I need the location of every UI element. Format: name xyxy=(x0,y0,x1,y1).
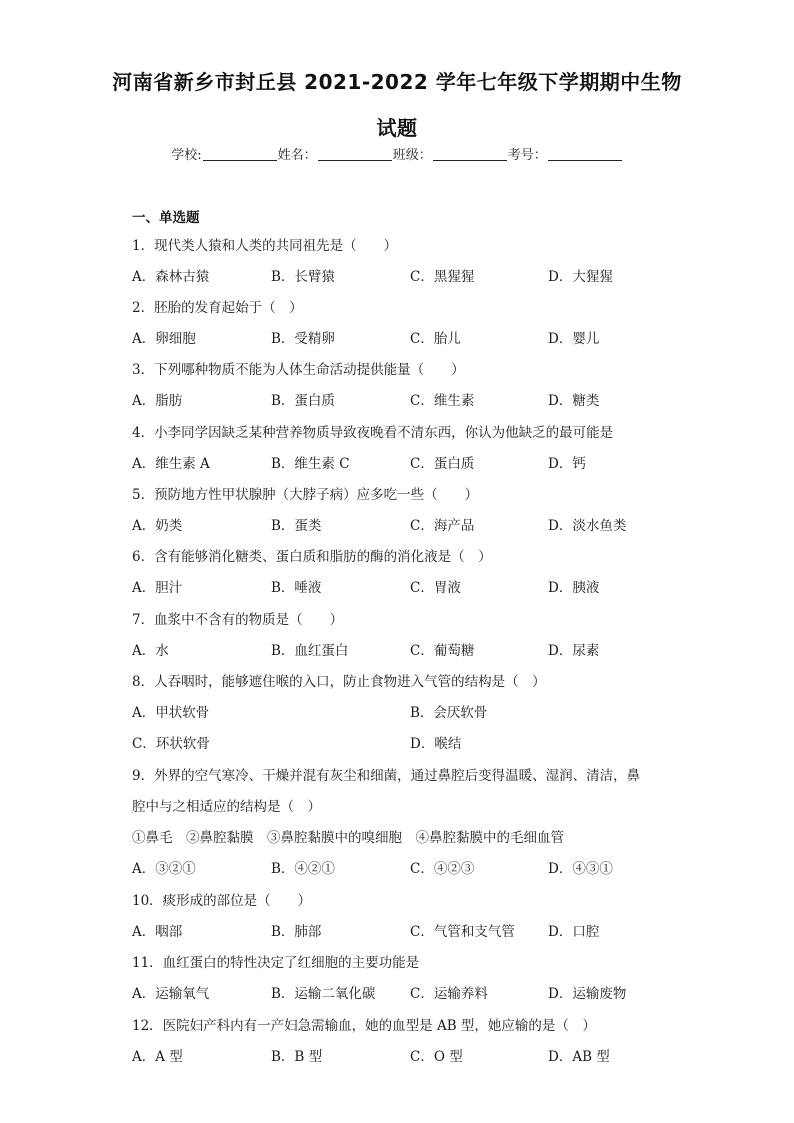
option-c: C．维生素 xyxy=(410,393,475,409)
option-c: C．葡萄糖 xyxy=(410,643,475,659)
option-a: A．卵细胞 xyxy=(132,331,196,347)
name-label: 姓名： xyxy=(277,148,317,163)
option-a: A．咽部 xyxy=(132,924,183,940)
option-d: D．AB 型 xyxy=(548,1049,610,1065)
option-c: C．海产品 xyxy=(410,518,475,534)
question-stem: 4．小李同学因缺乏某种营养物质导致夜晚看不清东西，你认为他缺乏的最可能是 xyxy=(132,425,614,441)
question-stem: 11．血红蛋白的特性决定了红细胞的主要功能是 xyxy=(132,955,420,971)
option-a: A．运输氧气 xyxy=(132,986,210,1002)
option-d: D．钙 xyxy=(548,456,586,472)
option-d: D．淡水鱼类 xyxy=(548,518,627,534)
question-stem: 6．含有能够消化糖类、蛋白质和脂肪的酶的消化液是（ ） xyxy=(132,549,492,565)
question-stem: 10．痰形成的部位是（ ） xyxy=(132,893,312,909)
school-field xyxy=(171,144,277,163)
option-d: D．口腔 xyxy=(548,924,600,940)
number-blank xyxy=(548,147,622,161)
option-a: A．甲状软骨 xyxy=(132,705,210,721)
question-stem: 9．外界的空气寒冷、干燥并混有灰尘和细菌，通过鼻腔后变得温暖、湿润、清洁，鼻 xyxy=(132,768,641,784)
number-field xyxy=(508,144,623,163)
option-c: C．环状软骨 xyxy=(132,736,210,752)
option-b: B．肺部 xyxy=(271,924,322,940)
option-b: B．血红蛋白 xyxy=(271,643,349,659)
option-a: A．维生素 A xyxy=(132,456,210,472)
option-b: B．受精卵 xyxy=(271,331,335,347)
option-c: C．胎儿 xyxy=(410,331,461,347)
question-stem: 7．血浆中不含有的物质是（ ） xyxy=(132,612,344,628)
name-field xyxy=(278,144,393,163)
option-b: B．长臂猿 xyxy=(271,269,335,285)
page-title: 河南省新乡市封丘县 2021-2022 学年七年级下学期期中生物 xyxy=(112,70,682,94)
option-c: C．④②③ xyxy=(410,861,475,877)
question-stem: 3．下列哪种物质不能为人体生命活动提供能量（ ） xyxy=(132,362,465,378)
option-c: C．O 型 xyxy=(410,1049,463,1065)
option-d: D．胰液 xyxy=(548,580,600,596)
option-c: C．运输养料 xyxy=(410,986,488,1002)
option-d: D．尿素 xyxy=(548,643,600,659)
question-stem-continued: 腔中与之相适应的结构是（ ） xyxy=(132,799,321,815)
option-d: D．④③① xyxy=(548,861,613,877)
option-d: D．喉结 xyxy=(410,736,462,752)
option-a: A．③②① xyxy=(132,861,196,877)
option-d: D．大猩猩 xyxy=(548,269,613,285)
option-a: A．脂肪 xyxy=(132,393,183,409)
option-b: B．会厌软骨 xyxy=(410,705,488,721)
school-label: 学校: xyxy=(171,148,202,163)
question-stem: 1．现代类人猿和人类的共同祖先是（ ） xyxy=(132,238,398,254)
class-blank xyxy=(433,147,507,161)
option-b: B．蛋类 xyxy=(271,518,322,534)
question-stem: 12．医院妇产科内有一产妇急需输血，她的血型是 AB 型，她应输的是（ ） xyxy=(132,1018,596,1034)
class-field xyxy=(393,144,508,163)
option-c: C．黑猩猩 xyxy=(410,269,475,285)
student-info-row xyxy=(0,144,794,163)
option-b: B．B 型 xyxy=(271,1049,323,1065)
question-stem: 2．胚胎的发育起始于（ ） xyxy=(132,300,303,316)
option-b: B．④②① xyxy=(271,861,335,877)
option-b: B．蛋白质 xyxy=(271,393,335,409)
option-d: D．糖类 xyxy=(548,393,600,409)
option-a: A．水 xyxy=(132,643,169,659)
option-d: D．婴儿 xyxy=(548,331,600,347)
option-a: A．奶类 xyxy=(132,518,183,534)
option-a: A．森林古猿 xyxy=(132,269,210,285)
option-b: B．唾液 xyxy=(271,580,322,596)
number-label: 考号： xyxy=(507,148,547,163)
option-a: A．A 型 xyxy=(132,1049,183,1065)
class-label: 班级： xyxy=(392,148,432,163)
question-items: ①鼻毛 ②鼻腔黏膜 ③鼻腔黏膜中的嗅细胞 ④鼻腔黏膜中的毛细血管 xyxy=(132,830,564,846)
name-blank xyxy=(318,147,392,161)
question-stem: 5．预防地方性甲状腺肿（大脖子病）应多吃一些（ ） xyxy=(132,487,479,503)
option-c: C．胃液 xyxy=(410,580,461,596)
option-d: D．运输废物 xyxy=(548,986,627,1002)
section-title: 一、单选题 xyxy=(132,210,200,226)
option-c: C．气管和支气管 xyxy=(410,924,515,940)
option-b: B．运输二氧化碳 xyxy=(271,986,376,1002)
option-c: C．蛋白质 xyxy=(410,456,475,472)
option-a: A．胆汁 xyxy=(132,580,183,596)
school-blank xyxy=(203,147,277,161)
question-stem: 8．人吞咽时，能够遮住喉的入口，防止食物进入气管的结构是（ ） xyxy=(132,674,546,690)
page-title-line2: 试题 xyxy=(376,116,418,140)
option-b: B．维生素 C xyxy=(271,456,350,472)
